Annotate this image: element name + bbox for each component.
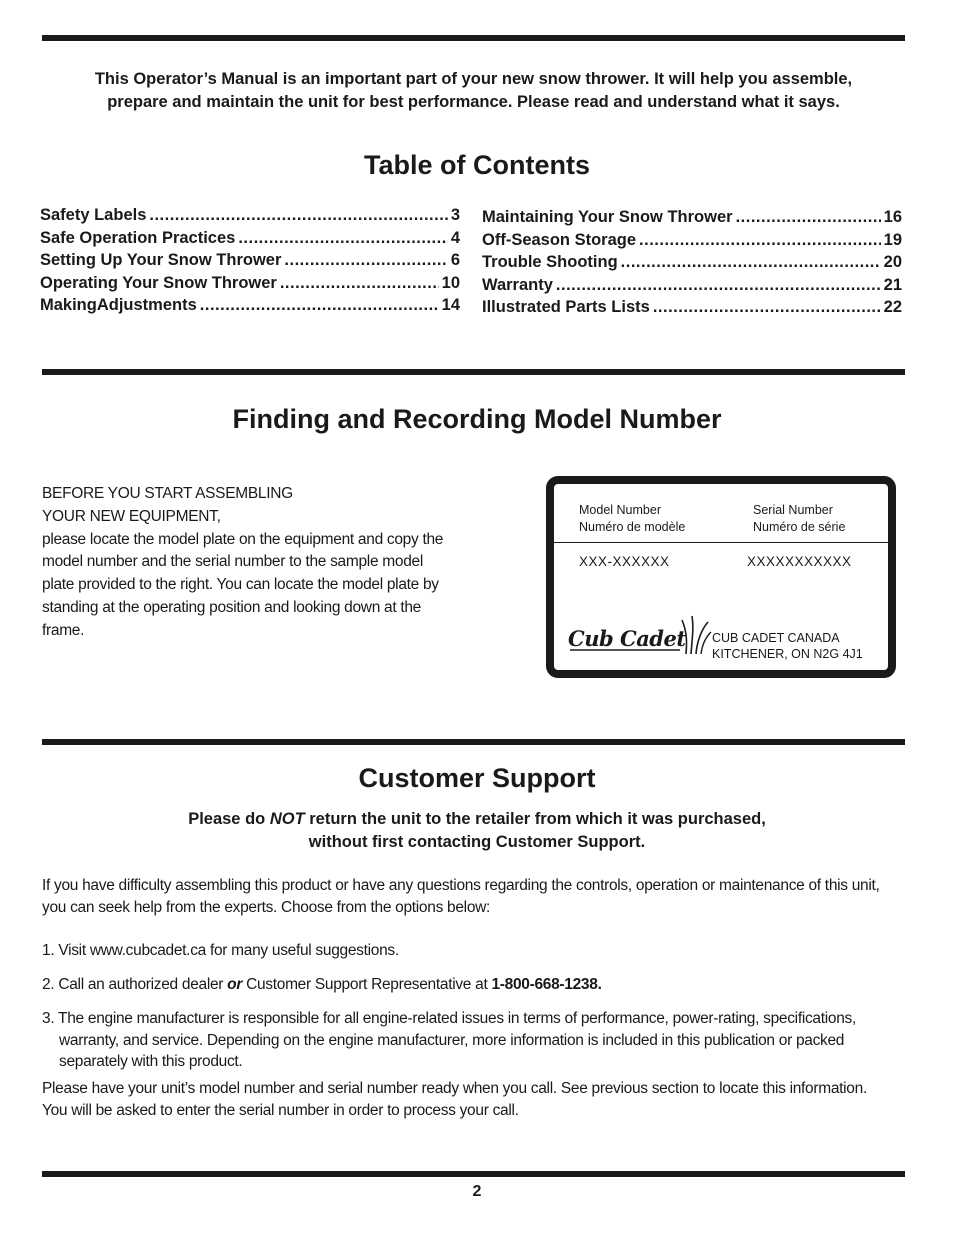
closing-line: Please have your unit’s model number and serial number ready when you call. See previous section to locate this information. [42,1080,867,1097]
toc-right-column [482,208,902,321]
toc-entry-title: Off-Season Storage [482,230,637,249]
toc-entry-title: MakingAdjustments [40,296,197,315]
instruction-line: standing at the operating position and looking down at the [42,598,422,616]
toc-leader [621,253,881,272]
toc-entry-page: 6 [450,251,460,270]
toc-entry-parts-lists[interactable] [482,298,902,321]
toc-entry-title: Operating Your Snow Thrower [40,273,277,292]
serial-number-label [753,502,845,536]
dealer-address [712,630,863,662]
toc-entry-title: Warranty [482,275,553,294]
toc-leader [200,296,439,315]
toc-entry-page: 22 [883,298,902,317]
top-rule [42,35,905,41]
option-line: separately with this product. [59,1053,243,1070]
section-rule [42,739,905,745]
option-text: 2. Call an authorized dealer [42,976,228,993]
toc-entry-safe-operation[interactable] [40,229,460,252]
instruction-line: please locate the model plate on the equipment and copy the [42,530,444,548]
toc-entry-page: 10 [441,273,460,292]
option-or: or [227,976,243,993]
toc-entry-page: 20 [883,253,902,272]
serial-label-fr: Numéro de série [753,520,846,534]
toc-entry-trouble-shooting[interactable] [482,253,902,276]
support-intro-line: If you have difficulty assembling this product or have any questions regarding the controls, operation or maintenance of this unit, [42,877,880,894]
model-label-fr: Numéro de modèle [579,520,686,534]
warning-text: return the unit to the retailer from which it was purchased, [304,810,766,828]
toc-heading: Table of Contents [364,150,590,180]
toc-left-column [40,206,460,319]
warning-line [0,808,954,831]
toc-entry-title: Maintaining Your Snow Thrower [482,208,733,226]
plate-divider [554,542,888,543]
support-intro [42,875,912,919]
toc-entry-off-season[interactable] [482,231,902,254]
support-intro-line: you can seek help from the experts. Choose from the options below: [42,899,491,916]
toc-leader [639,231,881,250]
toc-leader [284,251,447,270]
toc-entry-operating[interactable] [40,274,460,297]
model-label-en: Model Number [579,503,661,517]
instruction-line: model number and the serial number to the sample model [42,553,423,571]
dealer-city: KITCHENER, ON N2G 4J1 [712,647,863,661]
warning-text: Please do [188,810,270,828]
support-phone: 1-800-668-1238. [491,976,602,993]
toc-leader [653,298,881,317]
model-number-value: XXX-XXXXXX [579,554,670,569]
section-rule [42,369,905,375]
intro-line: This Operator’s Manual is an important part of your new snow thrower. It will help you assemble, [94,70,853,88]
toc-entry-title: Illustrated Parts Lists [482,298,650,317]
toc-entry-safety-labels[interactable] [40,206,460,229]
toc-leader [736,208,881,227]
model-instructions [42,483,472,643]
warning-emphasis: NOT [269,810,305,828]
closing-line: You will be asked to enter the serial number in order to process your call. [42,1102,519,1119]
toc-entry-title: Safety Labels [40,206,147,224]
instruction-line: plate provided to the right. You can locate the model plate by [42,576,439,594]
cub-cadet-logo [568,612,713,660]
toc-entry-page: 14 [441,296,460,315]
toc-entry-page: 19 [883,230,902,249]
toc-entry-warranty[interactable] [482,276,902,299]
sample-model-plate [546,476,896,678]
toc-leader [238,229,447,248]
toc-leader [280,274,439,293]
support-option-2 [42,974,912,996]
page-number: 2 [472,1183,482,1200]
toc-entry-adjustments[interactable] [40,296,460,319]
toc-entry-title: Safe Operation Practices [40,228,236,247]
option-line: warranty, and service. Depending on the engine manufacturer, more information is included in this publication or packed [59,1031,845,1049]
toc-entry-page: 21 [883,275,902,294]
support-closing [42,1078,912,1122]
support-option-3 [42,1008,929,1073]
manual-intro [42,68,905,114]
toc-entry-page: 3 [450,206,460,224]
model-section-heading: Finding and Recording Model Number [232,404,722,434]
toc-entry-setting-up[interactable] [40,251,460,274]
dealer-name: CUB CADET CANADA [712,631,840,645]
warning-line: without first contacting Customer Support. [308,833,646,851]
toc-entry-title: Trouble Shooting [482,253,618,272]
option-line: 3. The engine manufacturer is responsible for all engine-related issues in terms of performance, power-rating, specifications, [42,1010,856,1027]
toc-leader [149,206,447,225]
toc-leader [556,276,881,295]
serial-label-en: Serial Number [753,503,833,517]
logo-wordmark: Cub Cadet [568,626,686,651]
toc-entry-maintaining[interactable] [482,208,902,231]
instruction-line: BEFORE YOU START ASSEMBLING [42,485,293,502]
serial-number-value: XXXXXXXXXXX [747,554,852,569]
toc-entry-page: 4 [450,228,460,247]
instruction-line: YOUR NEW EQUIPMENT, [42,507,221,525]
option-text: Customer Support Representative at [242,976,492,993]
support-option-1: 1. Visit www.cubcadet.ca for many useful suggestions. [42,942,399,959]
toc-entry-page: 16 [883,208,902,226]
intro-line: prepare and maintain the unit for best performance. Please read and understand what it says. [107,93,840,111]
instruction-line: frame. [42,621,85,639]
support-heading: Customer Support [358,763,596,793]
toc-entry-title: Setting Up Your Snow Thrower [40,251,282,270]
return-warning [0,808,954,854]
model-number-label [579,502,685,536]
bottom-rule [42,1171,905,1177]
